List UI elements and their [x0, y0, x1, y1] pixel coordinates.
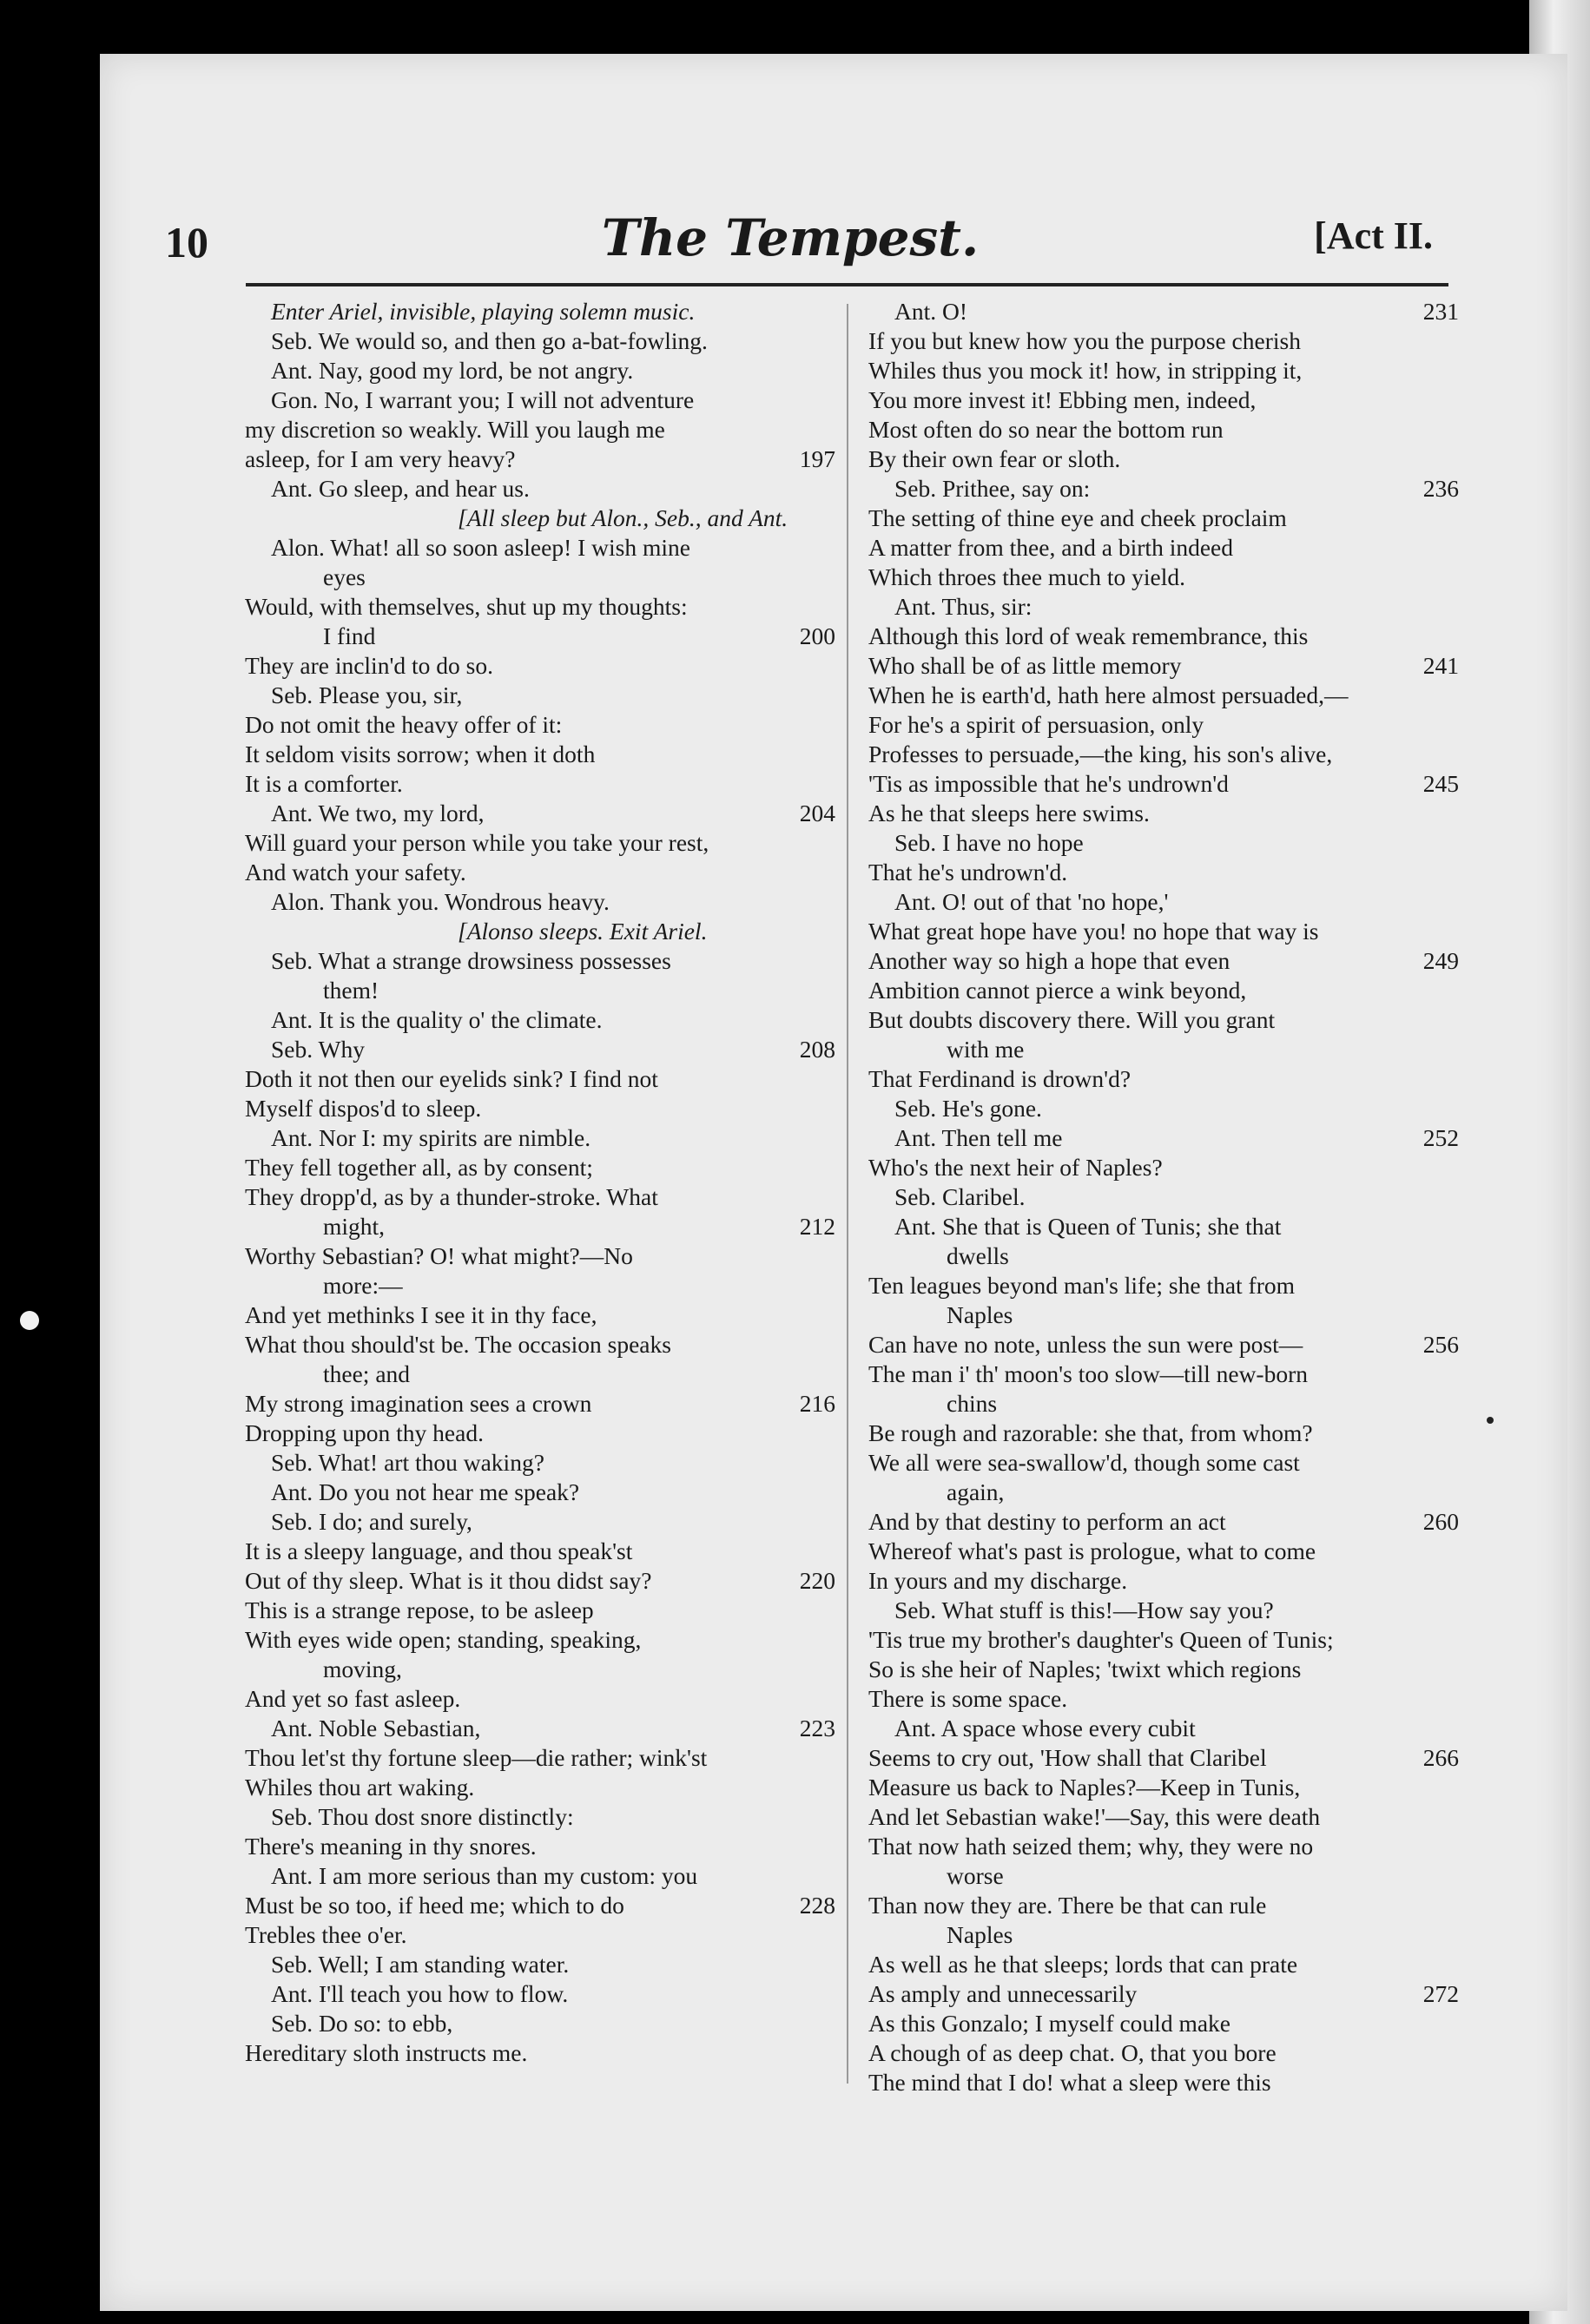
line-text: 'Tis true my brother's daughter's Queen of Tunis;	[868, 1626, 1334, 1653]
line-text: Measure us back to Naples?—Keep in Tunis,	[868, 1774, 1301, 1801]
line-number: 249	[1422, 947, 1459, 974]
line-number: 208	[799, 1036, 835, 1063]
line-text: Must be so too, if heed me; which to do	[245, 1892, 624, 1919]
line-number: 252	[1422, 1124, 1459, 1151]
line-text: Do not omit the heavy offer of it:	[245, 711, 563, 738]
line-text: Whiles thus you mock it! how, in stripping it,	[868, 357, 1303, 384]
text-line	[868, 1507, 1459, 1537]
line-text: Dropping upon thy head.	[245, 1419, 484, 1446]
line-text: Although this lord of weak remembrance, this	[868, 622, 1309, 649]
text-line	[245, 415, 835, 444]
line-text: Ant. Do you not hear me speak?	[271, 1478, 580, 1505]
text-line	[245, 1360, 835, 1389]
line-text: Ambition cannot pierce a wink beyond,	[868, 977, 1247, 1004]
line-text: Whereof what's past is prologue, what to come	[868, 1537, 1316, 1564]
text-line	[868, 1714, 1459, 1743]
text-line	[868, 1537, 1459, 1566]
line-text: If you but knew how you the purpose cherish	[868, 327, 1301, 354]
text-line	[868, 828, 1459, 858]
line-text: This is a strange repose, to be asleep	[245, 1597, 594, 1623]
text-line	[868, 356, 1459, 385]
text-line	[245, 1832, 835, 1861]
line-text: Ant. Nay, good my lord, be not angry.	[271, 357, 634, 384]
text-line	[245, 1802, 835, 1832]
text-line	[868, 1123, 1459, 1153]
line-text: Ant. Thus, sir:	[894, 593, 1033, 620]
text-line	[245, 1714, 835, 1743]
line-text: again,	[947, 1478, 1005, 1505]
line-number: 228	[799, 1892, 835, 1919]
text-line	[245, 1891, 835, 1920]
text-line	[245, 1655, 835, 1684]
text-line	[868, 1773, 1459, 1802]
line-number: 256	[1422, 1331, 1459, 1358]
line-text: What thou should'st be. The occasion speaks	[245, 1331, 671, 1358]
text-line	[245, 1596, 835, 1625]
text-line	[868, 1389, 1459, 1419]
text-line	[245, 1448, 835, 1478]
line-text: In yours and my discharge.	[868, 1567, 1128, 1594]
line-text: Seb. I have no hope	[894, 829, 1084, 856]
text-line	[868, 297, 1459, 326]
line-text: Ant. I am more serious than my custom: you	[271, 1862, 698, 1889]
line-text: [Alonso sleeps. Exit Ariel.	[458, 918, 708, 945]
text-line	[868, 415, 1459, 444]
text-line	[245, 2009, 835, 2038]
text-line	[868, 1419, 1459, 1448]
line-text: more:—	[323, 1272, 403, 1299]
line-text: There is some space.	[868, 1685, 1068, 1712]
text-line	[868, 1005, 1459, 1035]
text-line	[868, 533, 1459, 563]
line-text: Doth it not then our eyelids sink? I find not	[245, 1065, 658, 1092]
text-line	[245, 1537, 835, 1566]
line-text: It is a sleepy language, and thou speak'st	[245, 1537, 633, 1564]
line-number: 216	[799, 1390, 835, 1417]
text-line	[868, 1832, 1459, 1861]
text-line	[245, 504, 835, 533]
text-line	[868, 1625, 1459, 1655]
line-number: 200	[799, 622, 835, 649]
line-text: As this Gonzalo; I myself could make	[868, 2010, 1230, 2037]
line-text: And yet methinks I see it in thy face,	[245, 1301, 597, 1328]
page-header	[148, 208, 1433, 278]
line-text: eyes	[323, 563, 366, 590]
text-line	[245, 474, 835, 504]
text-line	[868, 1655, 1459, 1684]
text-line	[245, 1064, 835, 1094]
line-number: 220	[799, 1567, 835, 1594]
text-line	[245, 592, 835, 622]
line-text: with me	[947, 1036, 1025, 1063]
line-text: dwells	[947, 1242, 1009, 1269]
text-line	[868, 681, 1459, 710]
line-text: When he is earth'd, hath here almost persuaded,—	[868, 681, 1349, 708]
text-line	[245, 1330, 835, 1360]
text-line	[245, 1861, 835, 1891]
line-text: Most often do so near the bottom run	[868, 416, 1224, 443]
text-line	[245, 563, 835, 592]
line-number: 272	[1422, 1980, 1459, 2007]
text-line	[868, 1596, 1459, 1625]
line-text: Out of thy sleep. What is it thou didst say?	[245, 1567, 652, 1594]
text-line	[245, 1123, 835, 1153]
text-line	[868, 1271, 1459, 1300]
line-text: Seb. Claribel.	[894, 1183, 1026, 1210]
right-column	[868, 297, 1459, 2097]
line-text: Worthy Sebastian? O! what might?—No	[245, 1242, 633, 1269]
line-text: worse	[947, 1862, 1004, 1889]
text-line	[868, 769, 1459, 799]
text-line	[245, 681, 835, 710]
text-line	[868, 1979, 1459, 2009]
line-text: You more invest it! Ebbing men, indeed,	[868, 386, 1257, 413]
text-line	[868, 2038, 1459, 2068]
line-text: My strong imagination sees a crown	[245, 1390, 592, 1417]
line-text: my discretion so weakly. Will you laugh me	[245, 416, 665, 443]
text-line	[245, 1005, 835, 1035]
line-text: Ant. A space whose every cubit	[894, 1715, 1196, 1741]
line-text: [All sleep but Alon., Seb., and Ant.	[458, 504, 788, 531]
line-text: 'Tis as impossible that he's undrown'd	[868, 770, 1229, 797]
text-line	[868, 1891, 1459, 1920]
line-text: Naples	[947, 1921, 1013, 1948]
line-text: Seb. He's gone.	[894, 1095, 1042, 1122]
line-text: Seb. Why	[271, 1036, 365, 1063]
line-text: Alon. What! all so soon asleep! I wish mine	[271, 534, 690, 561]
line-text: Ant. O! out of that 'no hope,'	[894, 888, 1169, 915]
line-text: Ant. Noble Sebastian,	[271, 1715, 481, 1741]
text-line	[868, 858, 1459, 887]
line-text: Ant. It is the quality o' the climate.	[271, 1006, 603, 1033]
text-line	[245, 651, 835, 681]
line-text: As well as he that sleeps; lords that can prate	[868, 1951, 1298, 1978]
margin-mark	[1487, 1417, 1494, 1424]
line-text: As he that sleeps here swims.	[868, 800, 1150, 826]
text-line	[868, 474, 1459, 504]
line-number: 266	[1422, 1744, 1459, 1771]
line-text: Myself dispos'd to sleep.	[245, 1095, 482, 1122]
line-text: We all were sea-swallow'd, though some cast	[868, 1449, 1300, 1476]
text-line	[245, 444, 835, 474]
line-text: Seb. Do so: to ebb,	[271, 2010, 453, 2037]
act-label: [Act II.	[1314, 214, 1433, 257]
line-text: And let Sebastian wake!'—Say, this were death	[868, 1803, 1321, 1830]
line-text: A matter from thee, and a birth indeed	[868, 534, 1233, 561]
text-line	[868, 887, 1459, 917]
line-text: Professes to persuade,—the king, his son's alive,	[868, 741, 1333, 767]
line-text: Seb. Please you, sir,	[271, 681, 463, 708]
text-line	[245, 1271, 835, 1300]
line-text: Whiles thou art waking.	[245, 1774, 475, 1801]
line-text: Thou let'st thy fortune sleep—die rather; wink'st	[245, 1744, 708, 1771]
text-line	[868, 1861, 1459, 1891]
line-text: Seb. Prithee, say on:	[894, 475, 1091, 502]
text-line	[245, 385, 835, 415]
line-text: So is she heir of Naples; 'twixt which regions	[868, 1656, 1302, 1682]
line-text: They fell together all, as by consent;	[245, 1154, 593, 1181]
line-text: Ant. I'll teach you how to flow.	[271, 1980, 569, 2007]
text-line	[868, 1950, 1459, 1979]
text-line	[868, 1153, 1459, 1182]
left-column	[245, 297, 835, 2068]
line-number: 197	[799, 445, 835, 472]
line-text: A chough of as deep chat. O, that you bore	[868, 2039, 1277, 2066]
line-text: Will guard your person while you take your rest,	[245, 829, 709, 856]
line-text: Who shall be of as little memory	[868, 652, 1182, 679]
text-line	[868, 740, 1459, 769]
line-text: It is a comforter.	[245, 770, 403, 797]
line-text: thee; and	[323, 1360, 411, 1387]
line-text: Hereditary sloth instructs me.	[245, 2039, 528, 2066]
text-line	[245, 1773, 835, 1802]
text-line	[868, 976, 1459, 1005]
line-text: What great hope have you! no hope that way is	[868, 918, 1319, 945]
text-line	[868, 1035, 1459, 1064]
line-text: Seems to cry out, 'How shall that Claribel	[868, 1744, 1267, 1771]
text-line	[868, 917, 1459, 946]
text-line	[245, 858, 835, 887]
text-line	[245, 1182, 835, 1212]
line-text: Which throes thee much to yield.	[868, 563, 1186, 590]
text-line	[245, 740, 835, 769]
text-line	[245, 326, 835, 356]
line-text: By their own fear or sloth.	[868, 445, 1121, 472]
line-text: Be rough and razorable: she that, from whom?	[868, 1419, 1313, 1446]
column-divider	[847, 304, 848, 2084]
line-number: 245	[1422, 770, 1459, 797]
line-text: The setting of thine eye and cheek proclaim	[868, 504, 1287, 531]
text-line	[245, 622, 835, 651]
page-number: 10	[165, 218, 208, 267]
text-line	[868, 1330, 1459, 1360]
text-line	[868, 1241, 1459, 1271]
header-rule	[246, 283, 1448, 286]
text-line	[245, 710, 835, 740]
text-line	[868, 326, 1459, 356]
line-text: Ant. She that is Queen of Tunis; she that	[894, 1213, 1282, 1240]
line-text: Another way so high a hope that even	[868, 947, 1230, 974]
line-text: Would, with themselves, shut up my thoughts:	[245, 593, 688, 620]
line-text: With eyes wide open; standing, speaking,	[245, 1626, 642, 1653]
text-line	[245, 887, 835, 917]
text-line	[868, 946, 1459, 976]
line-text: They are inclin'd to do so.	[245, 652, 493, 679]
line-text: Can have no note, unless the sun were post—	[868, 1331, 1303, 1358]
text-line	[245, 533, 835, 563]
text-line	[868, 651, 1459, 681]
line-number: 212	[799, 1213, 835, 1240]
text-line	[245, 828, 835, 858]
line-number: 241	[1422, 652, 1459, 679]
text-line	[868, 2068, 1459, 2097]
text-line	[245, 1241, 835, 1271]
text-line	[245, 1979, 835, 2009]
line-text: Ant. O!	[894, 298, 968, 325]
line-number: 223	[799, 1715, 835, 1741]
text-line	[868, 592, 1459, 622]
text-line	[245, 799, 835, 828]
text-line	[245, 1625, 835, 1655]
text-line	[868, 504, 1459, 533]
line-text: And by that destiny to perform an act	[868, 1508, 1226, 1535]
text-line	[868, 1743, 1459, 1773]
line-text: Naples	[947, 1301, 1013, 1328]
text-line	[245, 2038, 835, 2068]
line-text: For he's a spirit of persuasion, only	[868, 711, 1204, 738]
line-text: Ant. Nor I: my spirits are nimble.	[271, 1124, 591, 1151]
text-line	[868, 1064, 1459, 1094]
text-line	[868, 385, 1459, 415]
line-text: Ant. Go sleep, and hear us.	[271, 475, 530, 502]
scan-artifact	[20, 1311, 39, 1330]
text-line	[868, 1920, 1459, 1950]
text-line	[868, 1448, 1459, 1478]
text-line	[868, 1212, 1459, 1241]
line-text: That Ferdinand is drown'd?	[868, 1065, 1131, 1092]
text-line	[868, 1182, 1459, 1212]
line-number: 236	[1422, 475, 1459, 502]
text-line	[868, 1300, 1459, 1330]
text-line	[868, 622, 1459, 651]
line-text: It seldom visits sorrow; when it doth	[245, 741, 596, 767]
line-text: Seb. We would so, and then go a-bat-fowling.	[271, 327, 708, 354]
line-text: them!	[323, 977, 379, 1004]
text-line	[245, 1566, 835, 1596]
line-text: Ten leagues beyond man's life; she that from	[868, 1272, 1296, 1299]
text-line	[868, 799, 1459, 828]
line-text: moving,	[323, 1656, 402, 1682]
line-number: 260	[1422, 1508, 1459, 1535]
line-text: Seb. What stuff is this!—How say you?	[894, 1597, 1274, 1623]
line-text: Trebles thee o'er.	[245, 1921, 407, 1948]
line-text: Who's the next heir of Naples?	[868, 1154, 1163, 1181]
text-line	[245, 1389, 835, 1419]
text-line	[245, 1478, 835, 1507]
text-line	[245, 1507, 835, 1537]
text-line	[868, 444, 1459, 474]
line-text: But doubts discovery there. Will you grant	[868, 1006, 1276, 1033]
line-text: chins	[947, 1390, 998, 1417]
line-number: 204	[799, 800, 835, 826]
text-line	[868, 1360, 1459, 1389]
line-text: Seb. Well; I am standing water.	[271, 1951, 570, 1978]
line-text: Ant. We two, my lord,	[271, 800, 485, 826]
text-line	[245, 1212, 835, 1241]
text-line	[245, 356, 835, 385]
line-text: asleep, for I am very heavy?	[245, 445, 516, 472]
text-line	[868, 710, 1459, 740]
text-line	[868, 1566, 1459, 1596]
text-line	[245, 1300, 835, 1330]
text-line	[868, 1478, 1459, 1507]
text-line	[868, 2009, 1459, 2038]
line-text: I find	[323, 622, 376, 649]
line-text: Alon. Thank you. Wondrous heavy.	[271, 888, 610, 915]
line-text: Seb. What! art thou waking?	[271, 1449, 544, 1476]
line-text: Than now they are. There be that can rule	[868, 1892, 1267, 1919]
text-line	[245, 1153, 835, 1182]
line-text: Seb. What a strange drowsiness possesses	[271, 947, 671, 974]
line-text: That he's undrown'd.	[868, 859, 1068, 885]
text-line	[868, 1094, 1459, 1123]
line-text: And yet so fast asleep.	[245, 1685, 461, 1712]
text-line	[245, 1950, 835, 1979]
text-line	[245, 1094, 835, 1123]
line-text: There's meaning in thy snores.	[245, 1833, 537, 1860]
text-line	[245, 297, 835, 326]
line-text: The man i' th' moon's too slow—till new-born	[868, 1360, 1308, 1387]
text-line	[868, 1684, 1459, 1714]
line-text: Gon. No, I warrant you; I will not adventure	[271, 386, 695, 413]
line-text: That now hath seized them; why, they were no	[868, 1833, 1314, 1860]
line-text: They dropp'd, as by a thunder-stroke. What	[245, 1183, 658, 1210]
line-text: Enter Ariel, invisible, playing solemn music.	[271, 298, 696, 325]
line-text: Seb. I do; and surely,	[271, 1508, 472, 1535]
text-line	[245, 1035, 835, 1064]
text-line	[245, 917, 835, 946]
running-title: The Tempest.	[601, 208, 980, 267]
text-line	[245, 1684, 835, 1714]
line-text: Seb. Thou dost snore distinctly:	[271, 1803, 574, 1830]
text-line	[868, 563, 1459, 592]
text-line	[245, 976, 835, 1005]
line-text: Ant. Then tell me	[894, 1124, 1063, 1151]
line-text: might,	[323, 1213, 386, 1240]
line-number: 231	[1422, 298, 1459, 325]
line-text: The mind that I do! what a sleep were this	[868, 2069, 1271, 2096]
text-line	[245, 1743, 835, 1773]
text-line	[245, 1419, 835, 1448]
line-text: And watch your safety.	[245, 859, 466, 885]
text-line	[245, 769, 835, 799]
line-text: As amply and unnecessarily	[868, 1980, 1138, 2007]
text-line	[245, 946, 835, 976]
text-line	[868, 1802, 1459, 1832]
text-line	[245, 1920, 835, 1950]
